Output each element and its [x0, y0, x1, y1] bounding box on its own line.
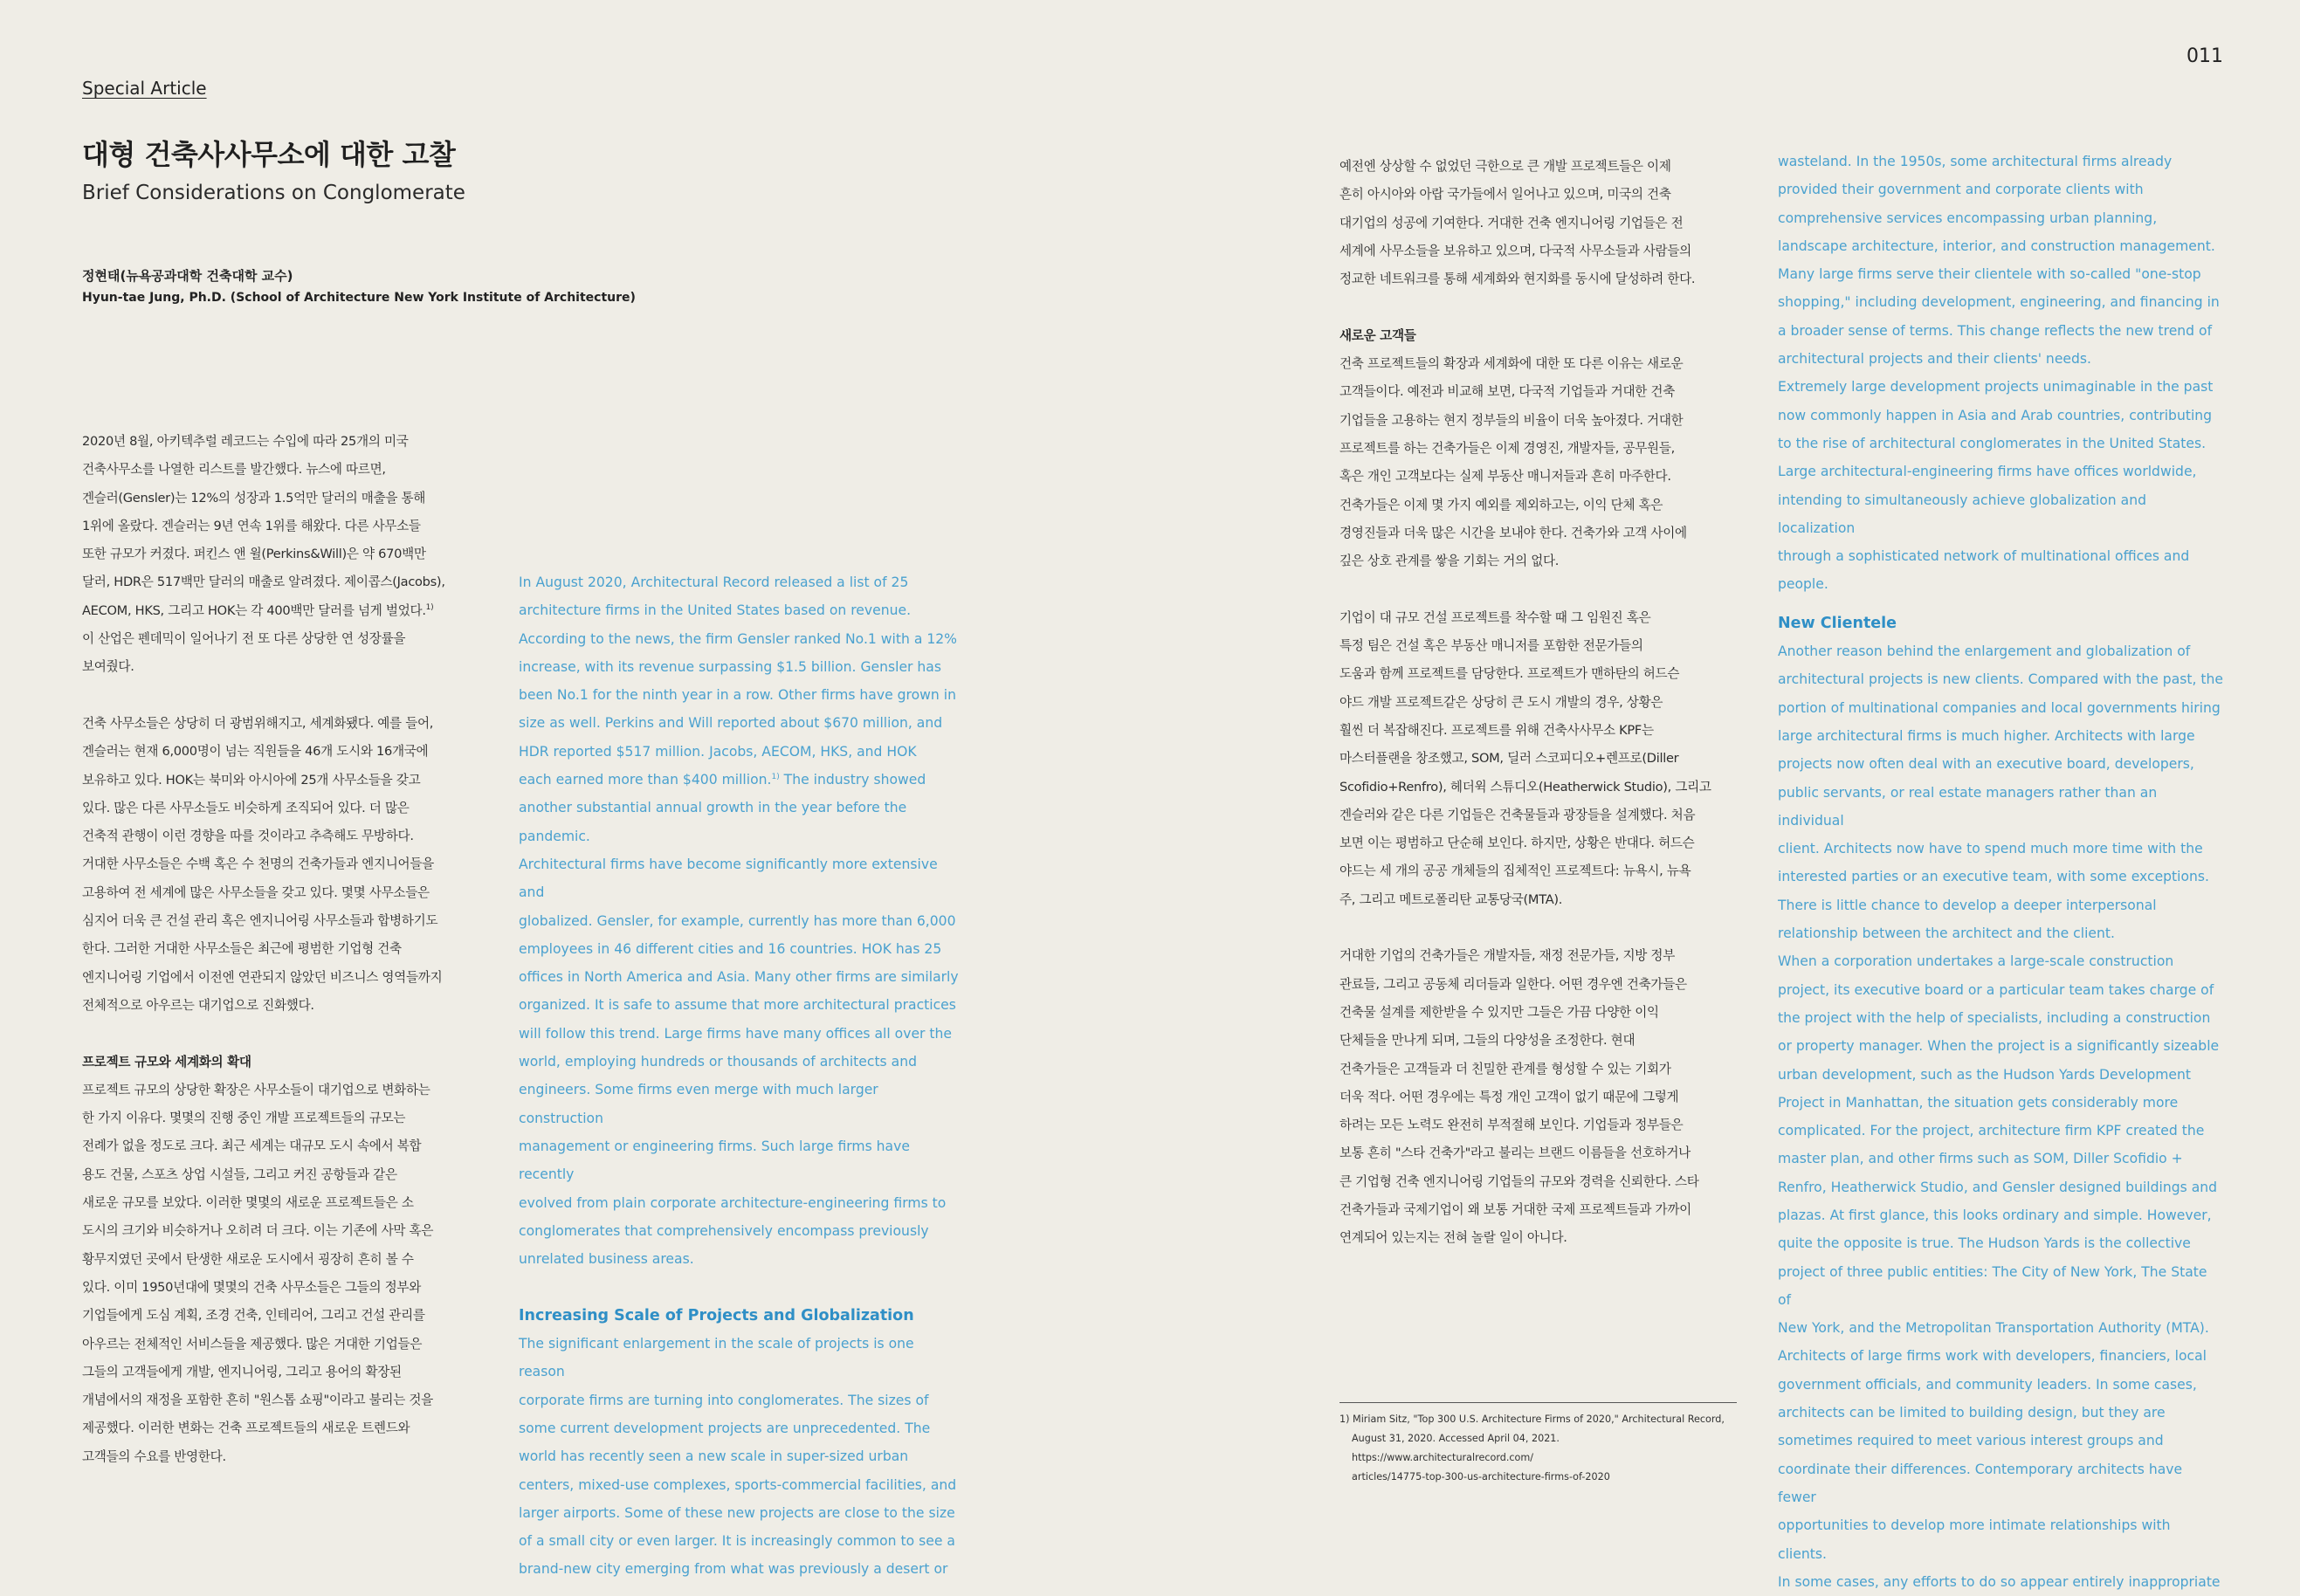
text-line: 세계에 사무소들을 보유하고 있으며, 다국적 사무소들과 사람들의	[1339, 243, 1691, 258]
text-line: 훨씬 더 복잡해진다. 프로젝트를 위해 건축사사무소 KPF는	[1339, 722, 1654, 738]
korean-column-right	[1339, 153, 1746, 1253]
text-line: intending to simultaneously achieve globalization and localization	[1778, 492, 2146, 536]
paragraph-new-clients-en	[1778, 637, 2223, 1596]
text-line: architects can be limited to building design, but they are	[1778, 1405, 2166, 1421]
text-line: increase, with its revenue surpassing $1.5 billion. Gensler has	[519, 658, 941, 675]
text-line: There is little chance to develop a deeper interpersonal	[1778, 897, 2157, 913]
text-line: corporate firms are turning into conglomerates. The sizes of	[519, 1392, 929, 1408]
text-line: 겐슬러(Gensler)는 12%의 성장과 1.5억만 달러의 매출을 통해	[82, 490, 426, 506]
text-line: 제공했다. 이러한 변화는 건축 프로젝트들의 새로운 트렌드와	[82, 1421, 410, 1436]
text-line: Another reason behind the enlargement and globalization of	[1778, 643, 2191, 660]
text-line: 건축사무소를 나열한 리스트를 발간했다. 뉴스에 따르면,	[82, 462, 386, 478]
text-line: portion of multinational companies and local governments hiring	[1778, 699, 2221, 716]
text-line: landscape architecture, interior, and construction management.	[1778, 237, 2215, 254]
text-line: interested parties or an executive team, with some exceptions.	[1778, 869, 2210, 885]
text-line: globalized. Gensler, for example, currently has more than 6,000	[519, 912, 956, 929]
text-line: evolved from plain corporate architecture-engineering firms to	[519, 1194, 947, 1211]
text-line: master plan, and other firms such as SOM, Diller Scofidio +	[1778, 1151, 2183, 1167]
text-line: 이 산업은 펜데믹이 일어나기 전 또 다른 상당한 연 성장률을	[82, 631, 406, 647]
text-line: Architects of large firms work with developers, financiers, local	[1778, 1348, 2207, 1365]
text-line: 1위에 올랐다. 겐슬러는 9년 연속 1위를 해왔다. 다른 사무소들	[82, 518, 421, 533]
text-line: 프로젝트를 하는 건축가들은 이제 경영진, 개발자들, 공무원들,	[1339, 440, 1675, 456]
text-line: 겐슬러는 현재 6,000명이 넘는 직원들을 46개 도시와 16개국에	[82, 744, 429, 760]
text-line: 관료들, 그리고 공동체 리더들과 일한다. 어떤 경우엔 건축가들은	[1339, 976, 1687, 992]
text-line: offices in North America and Asia. Many other firms are similarly	[519, 969, 959, 986]
text-line: Architectural firms have become significantly more extensive and	[519, 856, 938, 901]
article-title-korean: 대형 건축사사무소에 대한 고찰	[82, 138, 456, 171]
text-line: 야드는 세 개의 공공 개체들의 집체적인 프로젝트다: 뉴욕시, 뉴욕	[1339, 863, 1691, 879]
text-line: 도시의 크기와 비슷하거나 오히려 더 크다. 이는 기존에 사막 혹은	[82, 1223, 434, 1239]
text-line: The significant enlargement in the scale of projects is one reason	[519, 1336, 914, 1380]
text-line: 특정 팀은 건설 혹은 부동산 매니저를 포함한 전문가들의	[1339, 638, 1643, 654]
text-line: employees in 46 different cities and 16 countries. HOK has 25	[519, 940, 942, 957]
korean-column-left	[82, 428, 475, 1471]
text-line: unrelated business areas.	[519, 1251, 694, 1268]
text-line: 고용하여 전 세계에 많은 사무소들을 갖고 있다. 몇몇 사무소들은	[82, 884, 430, 900]
text-line: 경영진들과 더욱 많은 시간을 보내야 한다. 건축가와 고객 사이에	[1339, 525, 1687, 540]
text-line: world, employing hundreds or thousands of architects and	[519, 1054, 917, 1070]
text-line: will follow this trend. Large firms have many offices all over the	[519, 1025, 952, 1042]
text-line: AECOM, HKS, 그리고 HOK는 각 400백만 달러를 넘게 벌었다.$^{1)}$	[82, 602, 434, 618]
text-line: sometimes required to meet various interest groups and	[1778, 1433, 2164, 1449]
text-line: 보유하고 있다. HOK는 북미와 아시아에 25개 사무소들을 갖고	[82, 772, 421, 788]
text-line: 용도 건물, 스포츠 상업 시설들, 그리고 커진 공항들과 같은	[82, 1166, 397, 1182]
text-line: 있다. 많은 다른 사무소들도 비슷하게 조직되어 있다. 더 많은	[82, 800, 410, 815]
text-line: world has recently seen a new scale in super-sized urban	[519, 1448, 909, 1465]
english-column-right	[1778, 148, 2223, 1596]
text-line: Extremely large development projects unimaginable in the past	[1778, 379, 2214, 396]
text-line: Project in Manhattan, the situation gets considerably more	[1778, 1094, 2179, 1111]
text-line: In some cases, any efforts to do so appear entirely inappropriate	[1778, 1573, 2221, 1590]
text-line: 보면 이는 평범하고 단순해 보인다. 하지만, 상황은 반대다. 허드슨	[1339, 836, 1695, 851]
text-line: project, its executive board or a particular team takes charge of	[1778, 981, 2214, 998]
paragraph-revenue-ranking-en	[519, 568, 964, 850]
text-line: 달러, HDR은 517백만 달러의 매출로 알려졌다. 제이콥스(Jacobs),	[82, 574, 445, 590]
text-line: HDR reported $517 million. Jacobs, AECOM, HKS, and HOK	[519, 743, 917, 760]
text-line: organized. It is safe to assume that more architectural practices	[519, 997, 956, 1014]
paragraph-megaprojects-en	[1778, 148, 2223, 599]
text-line: quite the opposite is true. The Hudson Yards is the collective	[1778, 1235, 2191, 1252]
text-line: larger airports. Some of these new projects are close to the size	[519, 1504, 955, 1521]
text-line: 한 가지 이유다. 몇몇의 진행 중인 개발 프로젝트들의 규모는	[82, 1111, 406, 1126]
paragraph-hudson-yards-ko	[1339, 604, 1746, 914]
text-line: 기업이 대 규모 건설 프로젝트를 착수할 때 그 임원진 혹은	[1339, 609, 1651, 625]
text-line: 황무지였던 곳에서 탄생한 새로운 도시에서 굉장히 흔히 볼 수	[82, 1251, 414, 1267]
english-column-left	[519, 568, 964, 1584]
text-line: provided their government and corporate clients with	[1778, 182, 2144, 198]
text-line: 새로운 규모를 보았다. 이러한 몇몇의 새로운 프로젝트들은 소	[82, 1195, 414, 1211]
paragraph-globalization-ko	[82, 710, 475, 1020]
text-line: of a small city or even larger. It is increasingly common to see a	[519, 1533, 955, 1550]
text-line: 엔지니어링 기업에서 이전엔 연관되지 않았던 비즈니스 영역들까지	[82, 969, 443, 985]
text-line: 보여줬다.	[82, 659, 134, 675]
text-line: engineers. Some firms even merge with much larger construction	[519, 1082, 878, 1126]
text-line: 건축가들은 이제 몇 가지 예외를 제외하고는, 이익 단체 혹은	[1339, 497, 1663, 513]
text-line: 건축가들과 국제기업이 왜 보통 거대한 국제 프로젝트들과 가까이	[1339, 1201, 1691, 1217]
text-line: 2020년 8월, 아키텍추럴 레코드는 수입에 따라 25개의 미국	[82, 434, 409, 449]
text-line: 기업들에게 도심 계획, 조경 건축, 인테리어, 그리고 건설 관리를	[82, 1308, 425, 1324]
text-line: through a sophisticated network of multinational offices and	[1778, 548, 2190, 565]
text-line: another substantial annual growth in the year before the	[519, 800, 907, 816]
author-english: Hyun-tae Jung, Ph.D. (School of Architecture New York Institute of Architecture)	[82, 291, 636, 305]
text-line-tail: The industry showed	[779, 772, 926, 788]
footnote-line: 1) Miriam Sitz, "Top 300 U.S. Architecture Firms of 2020," Architectural Record,	[1339, 1414, 1725, 1425]
text-line: 기업들을 고용하는 현지 정부들의 비율이 더욱 높아졌다. 거대한	[1339, 412, 1684, 428]
text-line: 하려는 모든 노력도 완전히 부적절해 보인다. 기업들과 정부들은	[1339, 1118, 1684, 1133]
heading-project-scale-en: Increasing Scale of Projects and Globalization	[519, 1306, 914, 1324]
author-korean: 정현태(뉴욕공과대학 건축대학 교수)	[82, 268, 293, 284]
footnote-line: articles/14775-top-300-us-architecture-firms-of-2020	[1352, 1471, 1610, 1482]
paragraph-project-scale-ko	[82, 1077, 475, 1471]
text-line: the project with the help of specialists, including a construction	[1778, 1009, 2211, 1026]
heading-new-clientele-ko: 새로운 고객들	[1339, 327, 1416, 343]
text-line: 건축적 관행이 이런 경향을 따를 것이라고 추측해도 무방하다.	[82, 829, 414, 844]
text-line: architecture firms in the United States based on revenue.	[519, 602, 912, 619]
text-line: 도움과 함께 프로젝트를 담당한다. 프로젝트가 맨하탄의 허드슨	[1339, 666, 1680, 682]
paragraph-star-architects-ko	[1339, 942, 1746, 1252]
heading-project-scale-ko: 프로젝트 규모와 세계화의 확대	[82, 1054, 251, 1070]
paragraph-globalization-en	[519, 850, 964, 1273]
text-line: projects now often deal with an executive board, developers,	[1778, 756, 2194, 773]
text-line: urban development, such as the Hudson Yards Development	[1778, 1066, 2192, 1083]
text-line: When a corporation undertakes a large-scale construction	[1778, 953, 2174, 970]
text-line: 예전엔 상상할 수 없었던 극한으로 큰 개발 프로젝트들은 이제	[1339, 159, 1671, 174]
text-line: 흔히 아시아와 아랍 국가들에서 일어나고 있으며, 미국의 건축	[1339, 187, 1671, 203]
text-line: 깊은 상호 관계를 쌓을 기회는 거의 없다.	[1339, 554, 1560, 569]
page-number: 011	[2186, 45, 2223, 67]
text-line: 혹은 개인 고객보다는 실제 부동산 매니저들과 흔히 마주한다.	[1339, 469, 1671, 485]
text-line: some current development projects are unprecedented. The	[519, 1420, 931, 1436]
footnote	[1339, 1410, 1741, 1487]
text-line: 전체적으로 아우르는 대기업으로 진화했다.	[82, 997, 314, 1013]
paragraph-megaprojects-ko	[1339, 153, 1746, 293]
text-line: centers, mixed-use complexes, sports-commercial facilities, and	[519, 1476, 957, 1493]
text-line: a broader sense of terms. This change reflects the new trend of	[1778, 322, 2213, 339]
text-line: shopping," including development, engineering, and financing in	[1778, 294, 2220, 311]
text-line: 보통 흔히 "스타 건축가"라고 불리는 브랜드 이름들을 선호하거나	[1339, 1145, 1691, 1161]
text-line: complicated. For the project, architecture firm KPF created the	[1778, 1123, 2205, 1139]
text-line: 겐슬러와 같은 다른 기업들은 건축물들과 광장들을 설계했다. 처음	[1339, 807, 1696, 822]
text-line: 거대한 기업의 건축가들은 개발자들, 재정 전문가들, 지방 정부	[1339, 948, 1675, 964]
text-line: 심지어 더욱 큰 건설 관리 혹은 엔지니어링 사무소들과 합병하기도	[82, 913, 438, 929]
text-line: 한다. 그러한 거대한 사무소들은 최근에 평범한 기업형 건축	[82, 941, 402, 957]
text-line: In August 2020, Architectural Record released a list of 25	[519, 574, 909, 590]
paragraph-new-clients-ko	[1339, 350, 1746, 575]
text-line: 건축 프로젝트들의 확장과 세계화에 대한 또 다른 이유는 새로운	[1339, 356, 1684, 372]
text-line: 또한 규모가 커졌다. 퍼킨스 앤 윌(Perkins&Will)은 약 670백만	[82, 547, 426, 562]
text-line: now commonly happen in Asia and Arab countries, contributing	[1778, 407, 2213, 423]
text-line: client. Architects now have to spend much more time with the	[1778, 841, 2203, 857]
text-line: Renfro, Heatherwick Studio, and Gensler designed buildings and	[1778, 1179, 2218, 1195]
text-line: 단체들을 만나게 되며, 그들의 다양성을 조정한다. 현대	[1339, 1033, 1635, 1049]
text-line: 건축가들은 고객들과 더 친밀한 관계를 형성할 수 있는 기회가	[1339, 1061, 1671, 1077]
text-line: Scofidio+Renfro), 헤더윅 스튜디오(Heatherwick Studio), 그리고	[1339, 779, 1711, 795]
text-line: relationship between the architect and the client.	[1778, 925, 2115, 942]
text-line: 있다. 이미 1950년대에 몇몇의 건축 사무소들은 그들의 정부와	[82, 1279, 421, 1295]
text-line: public servants, or real estate managers rather than an individual	[1778, 784, 2158, 829]
text-line: 더욱 적다. 어떤 경우에는 특정 개인 고객이 없기 때문에 그렇게	[1339, 1089, 1679, 1104]
text-line: large architectural firms is much higher. Architects with large	[1778, 727, 2195, 744]
text-line: 야드 개발 프로젝트같은 상당히 큰 도시 개발의 경우, 상황은	[1339, 694, 1663, 710]
text-line: 건축 사무소들은 상당히 더 광범위해지고, 세계화됐다. 예를 들어,	[82, 715, 434, 731]
text-line: project of three public entities: The City of New York, The State of	[1778, 1263, 2207, 1308]
text-line: government officials, and community leaders. In some cases,	[1778, 1376, 2197, 1393]
text-line: Large architectural-engineering firms have offices worldwide,	[1778, 464, 2197, 480]
text-line: conglomerates that comprehensively encompass previously	[519, 1222, 929, 1239]
paragraph-revenue-ranking-ko	[82, 428, 475, 682]
text-line: 대기업의 성공에 기여한다. 거대한 건축 엔지니어링 기업들은 전	[1339, 215, 1684, 230]
text-line: New York, and the Metropolitan Transportation Authority (MTA).	[1778, 1320, 2209, 1337]
text-line: size as well. Perkins and Will reported about $670 million, and	[519, 715, 943, 732]
text-line: According to the news, the firm Gensler ranked No.1 with a 12%	[519, 630, 957, 647]
text-line: coordinate their differences. Contemporary architects have fewer	[1778, 1461, 2183, 1505]
text-line: 주, 그리고 메트로폴리탄 교통당국(MTA).	[1339, 891, 1563, 907]
text-line: 전례가 없을 정도로 크다. 최근 세계는 대규모 도시 속에서 복합	[82, 1139, 422, 1154]
text-line: 마스터플랜을 창조했고, SOM, 딜러 스코피디오+렌프로(Diller	[1339, 751, 1679, 767]
section-label: Special Article	[82, 78, 207, 99]
text-line: plazas. At first glance, this looks ordinary and simple. However,	[1778, 1207, 2212, 1223]
text-line: 정교한 네트워크를 통해 세계화와 현지화를 동시에 달성하려 한다.	[1339, 272, 1696, 287]
text-line: people.	[1778, 576, 1828, 593]
text-line: or property manager. When the project is a significantly sizeable	[1778, 1038, 2220, 1055]
paragraph-project-scale-en	[519, 1330, 964, 1584]
text-line: 연계되어 있는지는 전혀 놀랄 일이 아니다.	[1339, 1230, 1567, 1246]
text-line: 개념에서의 재정을 포함한 흔히 "원스톱 쇼핑"이라고 불리는 것을	[82, 1393, 433, 1408]
text-line: 고객들의 수요를 반영한다.	[82, 1448, 226, 1464]
text-line: Many large firms serve their clientele with so-called "one-stop	[1778, 266, 2201, 283]
text-line: 건축물 설계를 제한받을 수 있지만 그들은 가끔 다양한 이익	[1339, 1004, 1659, 1020]
text-line: architectural projects and their clients' needs.	[1778, 351, 2091, 368]
text-line: opportunities to develop more intimate relationships with clients.	[1778, 1517, 2171, 1562]
text-line: 고객들이다. 예전과 비교해 보면, 다국적 기업들과 거대한 건축	[1339, 384, 1675, 400]
text-line: brand-new city emerging from what was previously a desert or	[519, 1561, 948, 1578]
footnote-ref: 1)	[771, 772, 780, 781]
text-line: 거대한 사무소들은 수백 혹은 수 천명의 건축가들과 엔지니어들을	[82, 856, 434, 872]
heading-new-clientele-en: New Clientele	[1778, 614, 1897, 632]
text-line: to the rise of architectural conglomerates in the United States.	[1778, 435, 2207, 451]
footnote-divider	[1339, 1402, 1737, 1403]
footnote-line: August 31, 2020. Accessed April 04, 2021. https://www.architecturalrecord.com/	[1352, 1433, 1560, 1463]
text-line: comprehensive services encompassing urban planning,	[1778, 210, 2158, 226]
text-line: 그들의 고객들에게 개발, 엔지니어링, 그리고 용어의 확장된	[82, 1364, 402, 1379]
text-line: 아우르는 전체적인 서비스들을 제공했다. 많은 거대한 기업들은	[82, 1336, 423, 1352]
text-line: each earned more than $400 million.$^{1)}$ The industry showed	[519, 772, 926, 788]
text-line: architectural projects is new clients. Compared with the past, the	[1778, 671, 2223, 688]
text-line: wasteland. In the 1950s, some architectural firms already	[1778, 154, 2173, 169]
text-line: 프로젝트 규모의 상당한 확장은 사무소들이 대기업으로 변화하는	[82, 1082, 430, 1097]
text-line: 큰 기업형 건축 엔지니어링 기업들의 규모와 경력을 신뢰한다. 스타	[1339, 1173, 1699, 1189]
text-line: been No.1 for the ninth year in a row. Other firms have grown in	[519, 687, 956, 704]
article-title-english: Brief Considerations on Conglomerate	[82, 182, 465, 204]
text-line: pandemic.	[519, 828, 590, 844]
text-line: management or engineering firms. Such large firms have recently	[519, 1138, 910, 1183]
footnote-ref: 1)	[425, 602, 434, 612]
